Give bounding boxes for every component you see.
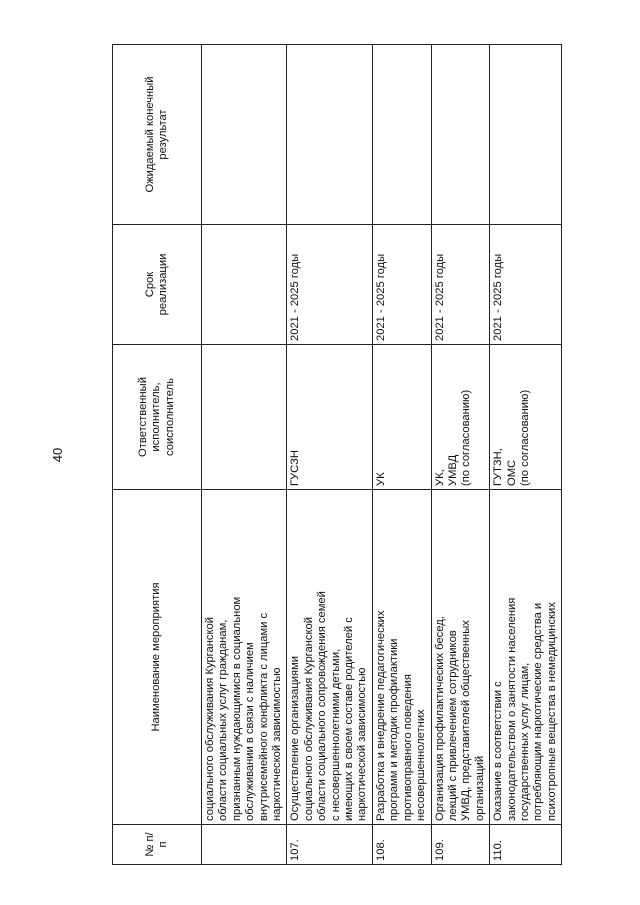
header-term-line: Срок (143, 271, 156, 298)
row-term: 2021 - 2025 годы (372, 225, 431, 345)
row-number: 110. (490, 825, 562, 865)
row-measure-name-line: противоправного поведения (401, 674, 414, 821)
row-measure-name-line: признанным нуждающимися в социальном (230, 596, 243, 821)
measures-table (112, 44, 562, 865)
table-row (431, 45, 490, 865)
row-measure-name (202, 490, 287, 825)
row-measure-name-line: законодательством о занятости населения (505, 597, 518, 821)
row-responsible-line: УК (374, 472, 387, 486)
header-responsible (113, 345, 202, 490)
row-responsible-line: УК, (433, 469, 446, 486)
row-expected-result (287, 45, 372, 225)
row-responsible-line: ОМС (505, 459, 518, 486)
row-measure-name-line: Оказание в соответствии с (492, 681, 505, 821)
header-number-line: № п/ (143, 832, 156, 857)
row-measure-name-line: потребляющим наркотические средства и (532, 602, 545, 821)
row-expected-result (372, 45, 431, 225)
row-measure-name-line: психотропные вещества в немедицинских (545, 602, 558, 821)
row-number: 107. (287, 825, 372, 865)
row-measure-name-line: программ и методик профилактики (388, 638, 401, 821)
row-measure-name (372, 490, 431, 825)
row-measure-name-line: области социального сопровождения семей (316, 591, 329, 821)
header-result (113, 45, 202, 225)
row-responsible-line: ГУТЗН, (492, 448, 505, 486)
row-responsible (287, 345, 372, 490)
row-measure-name-line: социального обслуживания Курганской (204, 617, 216, 821)
row-measure-name-line: наркотической зависимостью (356, 667, 369, 821)
row-responsible-line: УМВД (446, 454, 459, 486)
row-responsible-line: (по согласованию) (460, 389, 473, 486)
row-expected-result (431, 45, 490, 225)
row-measure-name (431, 490, 490, 825)
table-body (202, 45, 562, 865)
table-row (287, 45, 372, 865)
row-number: 109. (431, 825, 490, 865)
row-responsible (202, 345, 287, 490)
header-number-line: п (157, 841, 169, 848)
row-measure-name-line: наркотической зависимостью (271, 667, 284, 821)
row-measure-name-line: с несовершеннолетними детьми, (329, 648, 342, 821)
row-expected-result (202, 45, 287, 225)
rotated-page (50, 45, 590, 865)
row-measure-name (287, 490, 372, 825)
row-responsible (431, 345, 490, 490)
row-number (202, 825, 287, 865)
header-result-line: Ожидаемый конечный (143, 76, 156, 193)
header-term (113, 225, 202, 345)
row-expected-result (490, 45, 562, 225)
row-measure-name-line: Организация профилактических бесед, (433, 616, 446, 821)
row-term: 2021 - 2025 годы (431, 225, 490, 345)
row-measure-name-line: несовершеннолетних (415, 709, 428, 821)
table-row (490, 45, 562, 865)
header-name (113, 490, 202, 825)
header-responsible-line: Ответственный (136, 377, 149, 457)
row-measure-name-line: внутрисемейного конфликта с лицами с (257, 612, 270, 821)
row-measure-name-line: социального обслуживания Курганской (302, 617, 315, 821)
header-responsible-line: соисполнитель (163, 378, 176, 456)
row-measure-name-line: Осуществление организациями (289, 655, 302, 821)
row-measure-name-line: имеющих в своем составе родителей с (343, 617, 356, 821)
table-row (372, 45, 431, 865)
row-responsible-line: (по согласованию) (518, 389, 531, 486)
page-number: 40 (50, 447, 65, 463)
row-responsible (490, 345, 562, 490)
row-responsible-line: ГУСЗН (289, 450, 302, 486)
header-name-line: Наименование мероприятия (150, 582, 163, 732)
row-responsible (372, 345, 431, 490)
row-measure-name-line: государственных услуг лицам, (518, 662, 531, 821)
table-row (202, 45, 287, 865)
row-measure-name-line: организаций (473, 755, 486, 821)
row-measure-name-line: УМВД, представителей общественных (460, 620, 473, 821)
header-term-line: реализации (157, 253, 169, 316)
header-result-line: результат (157, 109, 169, 160)
row-measure-name-line: области социальных услуг гражданам, (217, 619, 230, 821)
row-number: 108. (372, 825, 431, 865)
row-measure-name-line: Разработка и внедрение педагогических (374, 610, 387, 821)
row-measure-name-line: лекций с привлечением сотрудников (446, 630, 459, 821)
header-responsible-line: исполнитель, (150, 382, 163, 452)
table-header-row (113, 45, 202, 865)
row-term: 2021 - 2025 годы (490, 225, 562, 345)
header-number (113, 825, 202, 865)
row-term: 2021 - 2025 годы (287, 225, 372, 345)
row-measure-name (490, 490, 562, 825)
row-term (202, 225, 287, 345)
row-measure-name-line: обслуживании в связи с наличием (244, 642, 257, 821)
